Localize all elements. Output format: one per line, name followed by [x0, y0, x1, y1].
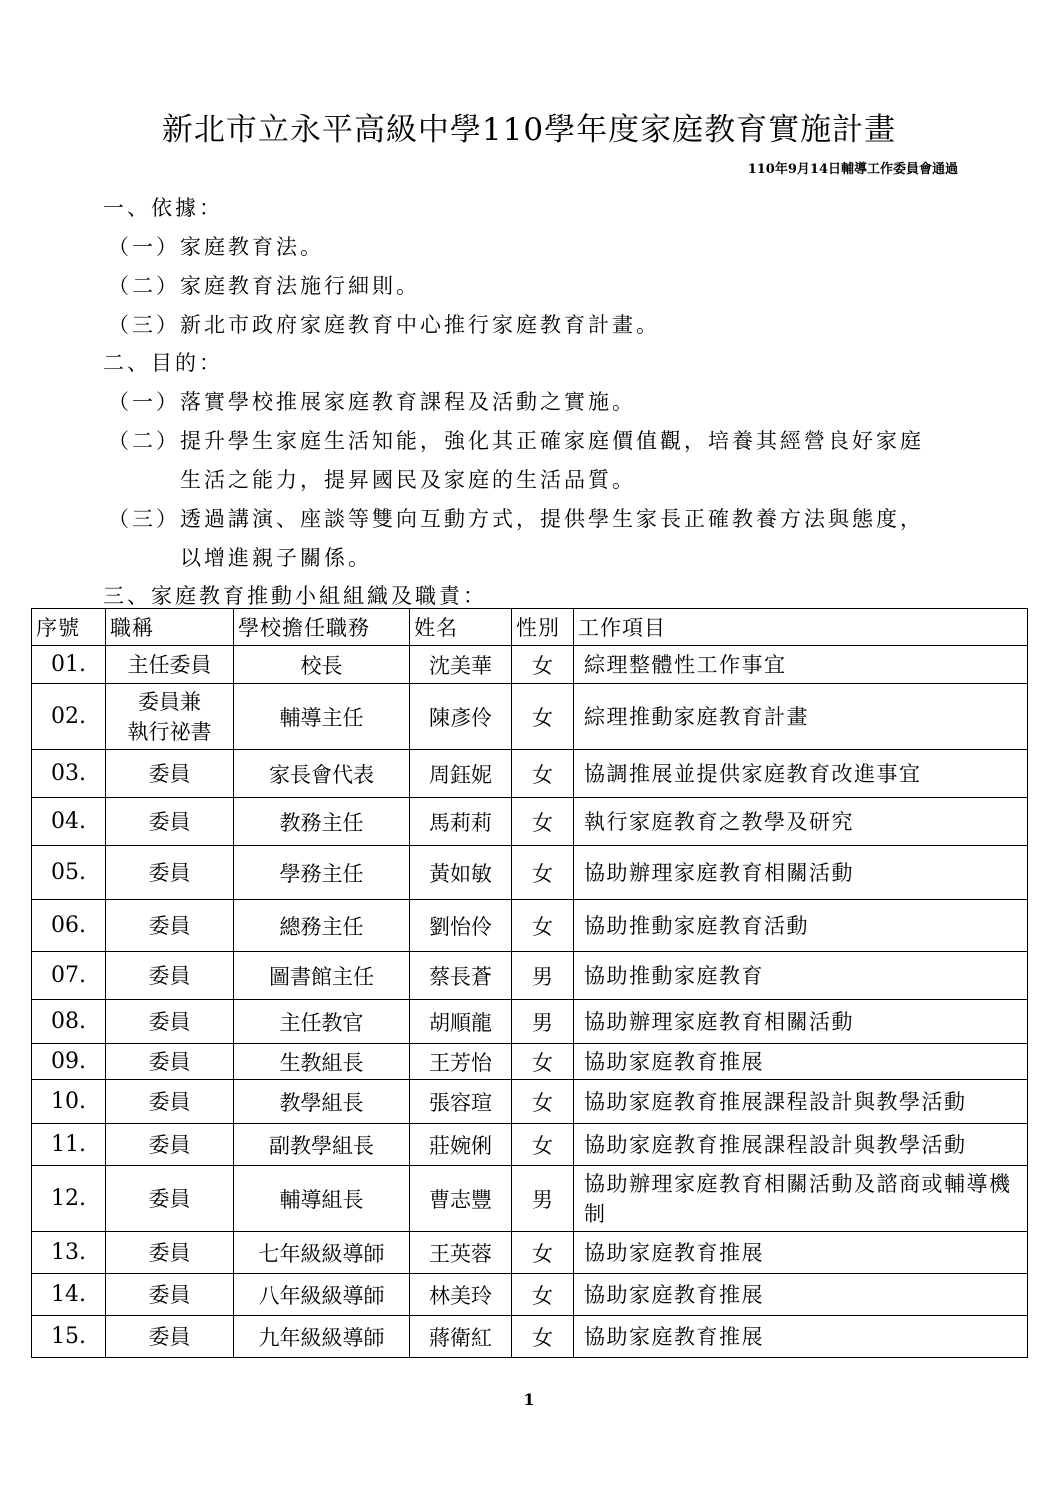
title-cell: 委員 — [106, 750, 234, 798]
position-cell: 七年級級導師 — [234, 1232, 410, 1274]
title-cell: 委員 — [106, 1080, 234, 1124]
task-cell: 協助推動家庭教育活動 — [574, 900, 1028, 952]
gender-cell: 女 — [512, 684, 574, 750]
title-cell: 委員 — [106, 1166, 234, 1232]
name-cell: 胡順龍 — [410, 1000, 512, 1044]
gender-cell: 女 — [512, 1044, 574, 1080]
number-cell: 14. — [32, 1274, 106, 1316]
task-cell: 協助推動家庭教育 — [574, 952, 1028, 1000]
table-row — [32, 646, 1028, 684]
task-cell: 協助家庭教育推展 — [574, 1316, 1028, 1358]
basis-item-3: （三）新北市政府家庭教育中心推行家庭教育計畫。 — [108, 313, 660, 337]
title-cell: 委員 — [106, 952, 234, 1000]
gender-cell: 女 — [512, 1316, 574, 1358]
table-row — [32, 750, 1028, 798]
position-cell: 總務主任 — [234, 900, 410, 952]
task-cell: 執行家庭教育之教學及研究 — [574, 798, 1028, 846]
name-cell: 沈美華 — [410, 646, 512, 684]
title-cell: 委員 — [106, 798, 234, 846]
name-cell: 蔡長蒼 — [410, 952, 512, 1000]
table-row — [32, 1080, 1028, 1124]
gender-cell: 女 — [512, 1124, 574, 1166]
table-row — [32, 846, 1028, 900]
number-cell: 09. — [32, 1044, 106, 1080]
name-cell: 王芳怡 — [410, 1044, 512, 1080]
header-title: 職稱 — [106, 609, 234, 646]
gender-cell: 女 — [512, 1274, 574, 1316]
title-cell: 委員 — [106, 900, 234, 952]
title-cell: 委員 — [106, 846, 234, 900]
position-cell: 輔導主任 — [234, 684, 410, 750]
number-cell: 05. — [32, 846, 106, 900]
number-cell: 02. — [32, 684, 106, 750]
task-cell: 協調推展並提供家庭教育改進事宜 — [574, 750, 1028, 798]
section-heading-basis: 一、依據： — [103, 196, 223, 220]
organization-table — [31, 608, 1028, 1358]
purpose-item-1: （一）落實學校推展家庭教育課程及活動之實施。 — [108, 390, 636, 414]
task-cell: 協助辦理家庭教育相關活動及諮商或輔導機制 — [574, 1166, 1028, 1232]
position-cell: 副教學組長 — [234, 1124, 410, 1166]
header-school-position: 學校擔任職務 — [234, 609, 410, 646]
gender-cell: 男 — [512, 1000, 574, 1044]
table-row — [32, 1274, 1028, 1316]
gender-cell: 男 — [512, 1166, 574, 1232]
name-cell: 王英蓉 — [410, 1232, 512, 1274]
name-cell: 黃如敏 — [410, 846, 512, 900]
position-cell: 圖書館主任 — [234, 952, 410, 1000]
gender-cell: 女 — [512, 798, 574, 846]
task-cell: 協助家庭教育推展 — [574, 1044, 1028, 1080]
table-header-row — [32, 609, 1028, 646]
number-cell: 07. — [32, 952, 106, 1000]
basis-item-1: （一）家庭教育法。 — [108, 235, 324, 259]
table-row — [32, 1166, 1028, 1232]
gender-cell: 女 — [512, 1080, 574, 1124]
section-heading-organization: 三、家庭教育推動小組組織及職責： — [103, 584, 487, 608]
title-cell: 委員 — [106, 1000, 234, 1044]
title-cell: 委員 — [106, 1124, 234, 1166]
number-cell: 13. — [32, 1232, 106, 1274]
purpose-item-2: （二）提升學生家庭生活知能，強化其正確家庭價值觀，培養其經營良好家庭 — [108, 429, 924, 453]
task-cell: 協助家庭教育推展課程設計與教學活動 — [574, 1124, 1028, 1166]
name-cell: 林美玲 — [410, 1274, 512, 1316]
number-cell: 01. — [32, 646, 106, 684]
gender-cell: 男 — [512, 952, 574, 1000]
header-task: 工作項目 — [574, 609, 1028, 646]
name-cell: 莊婉俐 — [410, 1124, 512, 1166]
title-cell: 委員 — [106, 1044, 234, 1080]
purpose-item-3-continued: 以增進親子關係。 — [180, 546, 372, 570]
task-cell: 協助辦理家庭教育相關活動 — [574, 1000, 1028, 1044]
name-cell: 蔣衛紅 — [410, 1316, 512, 1358]
table-row — [32, 798, 1028, 846]
position-cell: 校長 — [234, 646, 410, 684]
table-row — [32, 1044, 1028, 1080]
number-cell: 08. — [32, 1000, 106, 1044]
header-name: 姓名 — [410, 609, 512, 646]
name-cell: 劉怡伶 — [410, 900, 512, 952]
number-cell: 11. — [32, 1124, 106, 1166]
number-cell: 12. — [32, 1166, 106, 1232]
task-cell: 協助家庭教育推展課程設計與教學活動 — [574, 1080, 1028, 1124]
name-cell: 陳彥伶 — [410, 684, 512, 750]
position-cell: 生教組長 — [234, 1044, 410, 1080]
position-cell: 九年級級導師 — [234, 1316, 410, 1358]
number-cell: 03. — [32, 750, 106, 798]
position-cell: 學務主任 — [234, 846, 410, 900]
number-cell: 04. — [32, 798, 106, 846]
basis-item-2: （二）家庭教育法施行細則。 — [108, 274, 420, 298]
table-row — [32, 684, 1028, 750]
name-cell: 馬莉莉 — [410, 798, 512, 846]
table-row — [32, 952, 1028, 1000]
position-cell: 教學組長 — [234, 1080, 410, 1124]
name-cell: 張容瑄 — [410, 1080, 512, 1124]
document-title: 新北市立永平高級中學110學年度家庭教育實施計畫 — [161, 112, 897, 148]
gender-cell: 女 — [512, 1232, 574, 1274]
name-cell: 周鈺妮 — [410, 750, 512, 798]
title-cell: 委員 — [106, 1232, 234, 1274]
task-cell: 協助家庭教育推展 — [574, 1274, 1028, 1316]
task-cell: 協助家庭教育推展 — [574, 1232, 1028, 1274]
gender-cell: 女 — [512, 900, 574, 952]
table-row — [32, 900, 1028, 952]
number-cell: 10. — [32, 1080, 106, 1124]
approval-note: 110年9月14日輔導工作委員會通過 — [747, 162, 958, 177]
gender-cell: 女 — [512, 846, 574, 900]
table-row — [32, 1124, 1028, 1166]
section-heading-purpose: 二、目的： — [103, 351, 223, 375]
number-cell: 06. — [32, 900, 106, 952]
table-row — [32, 1316, 1028, 1358]
title-cell: 委員兼 執行祕書 — [106, 684, 234, 750]
position-cell: 家長會代表 — [234, 750, 410, 798]
task-cell: 綜理推動家庭教育計畫 — [574, 684, 1028, 750]
task-cell: 綜理整體性工作事宜 — [574, 646, 1028, 684]
position-cell: 八年級級導師 — [234, 1274, 410, 1316]
table-row — [32, 1000, 1028, 1044]
task-cell: 協助辦理家庭教育相關活動 — [574, 846, 1028, 900]
header-gender: 性別 — [512, 609, 574, 646]
number-cell: 15. — [32, 1316, 106, 1358]
position-cell: 輔導組長 — [234, 1166, 410, 1232]
gender-cell: 女 — [512, 646, 574, 684]
title-cell: 委員 — [106, 1274, 234, 1316]
page-number: 1 — [523, 1390, 535, 1409]
position-cell: 主任教官 — [234, 1000, 410, 1044]
table-row — [32, 1232, 1028, 1274]
purpose-item-3: （三）透過講演、座談等雙向互動方式，提供學生家長正確教養方法與態度， — [108, 507, 924, 531]
name-cell: 曹志豐 — [410, 1166, 512, 1232]
position-cell: 教務主任 — [234, 798, 410, 846]
purpose-item-2-continued: 生活之能力，提昇國民及家庭的生活品質。 — [180, 468, 636, 492]
title-cell: 主任委員 — [106, 646, 234, 684]
header-number: 序號 — [32, 609, 106, 646]
title-cell: 委員 — [106, 1316, 234, 1358]
gender-cell: 女 — [512, 750, 574, 798]
